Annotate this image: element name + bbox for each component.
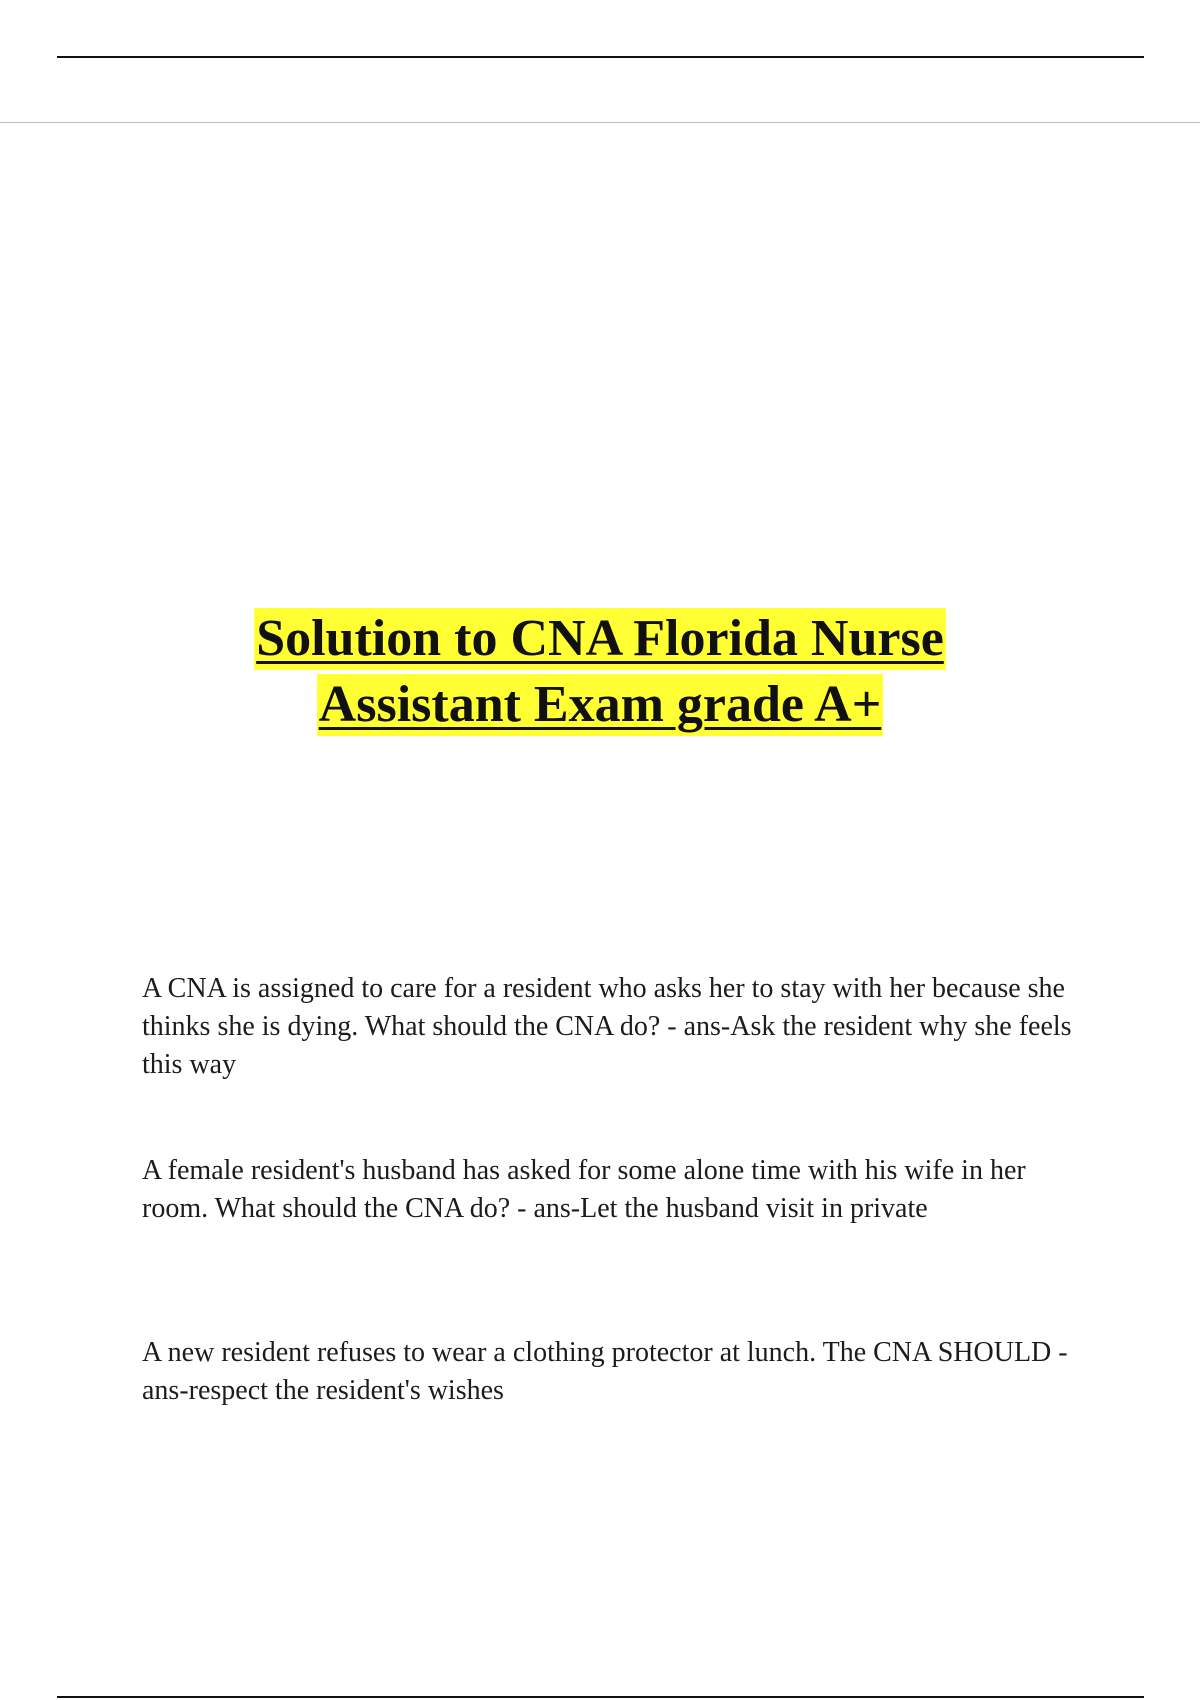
document-title: [0, 606, 1200, 738]
header-divider: [0, 122, 1200, 123]
question-answer-3: A new resident refuses to wear a clothing protector at lunch. The CNA SHOULD - ans-respect the resident's wishes: [142, 1337, 1068, 1406]
title-line-2: Assistant Exam grade A+: [317, 674, 884, 736]
title-line-1: Solution to CNA Florida Nurse: [254, 608, 946, 670]
question-answer-2: A female resident's husband has asked for some alone time with his wife in her room. What should the CNA do? - ans-Let the husband visit in private: [142, 1155, 1026, 1224]
top-rule: [57, 56, 1144, 58]
question-answer-1: A CNA is assigned to care for a resident who asks her to stay with her because she thinks she is dying. What should the CNA do? - ans-Ask the resident why she feels this way: [142, 973, 1072, 1080]
bottom-rule: [57, 1696, 1144, 1698]
